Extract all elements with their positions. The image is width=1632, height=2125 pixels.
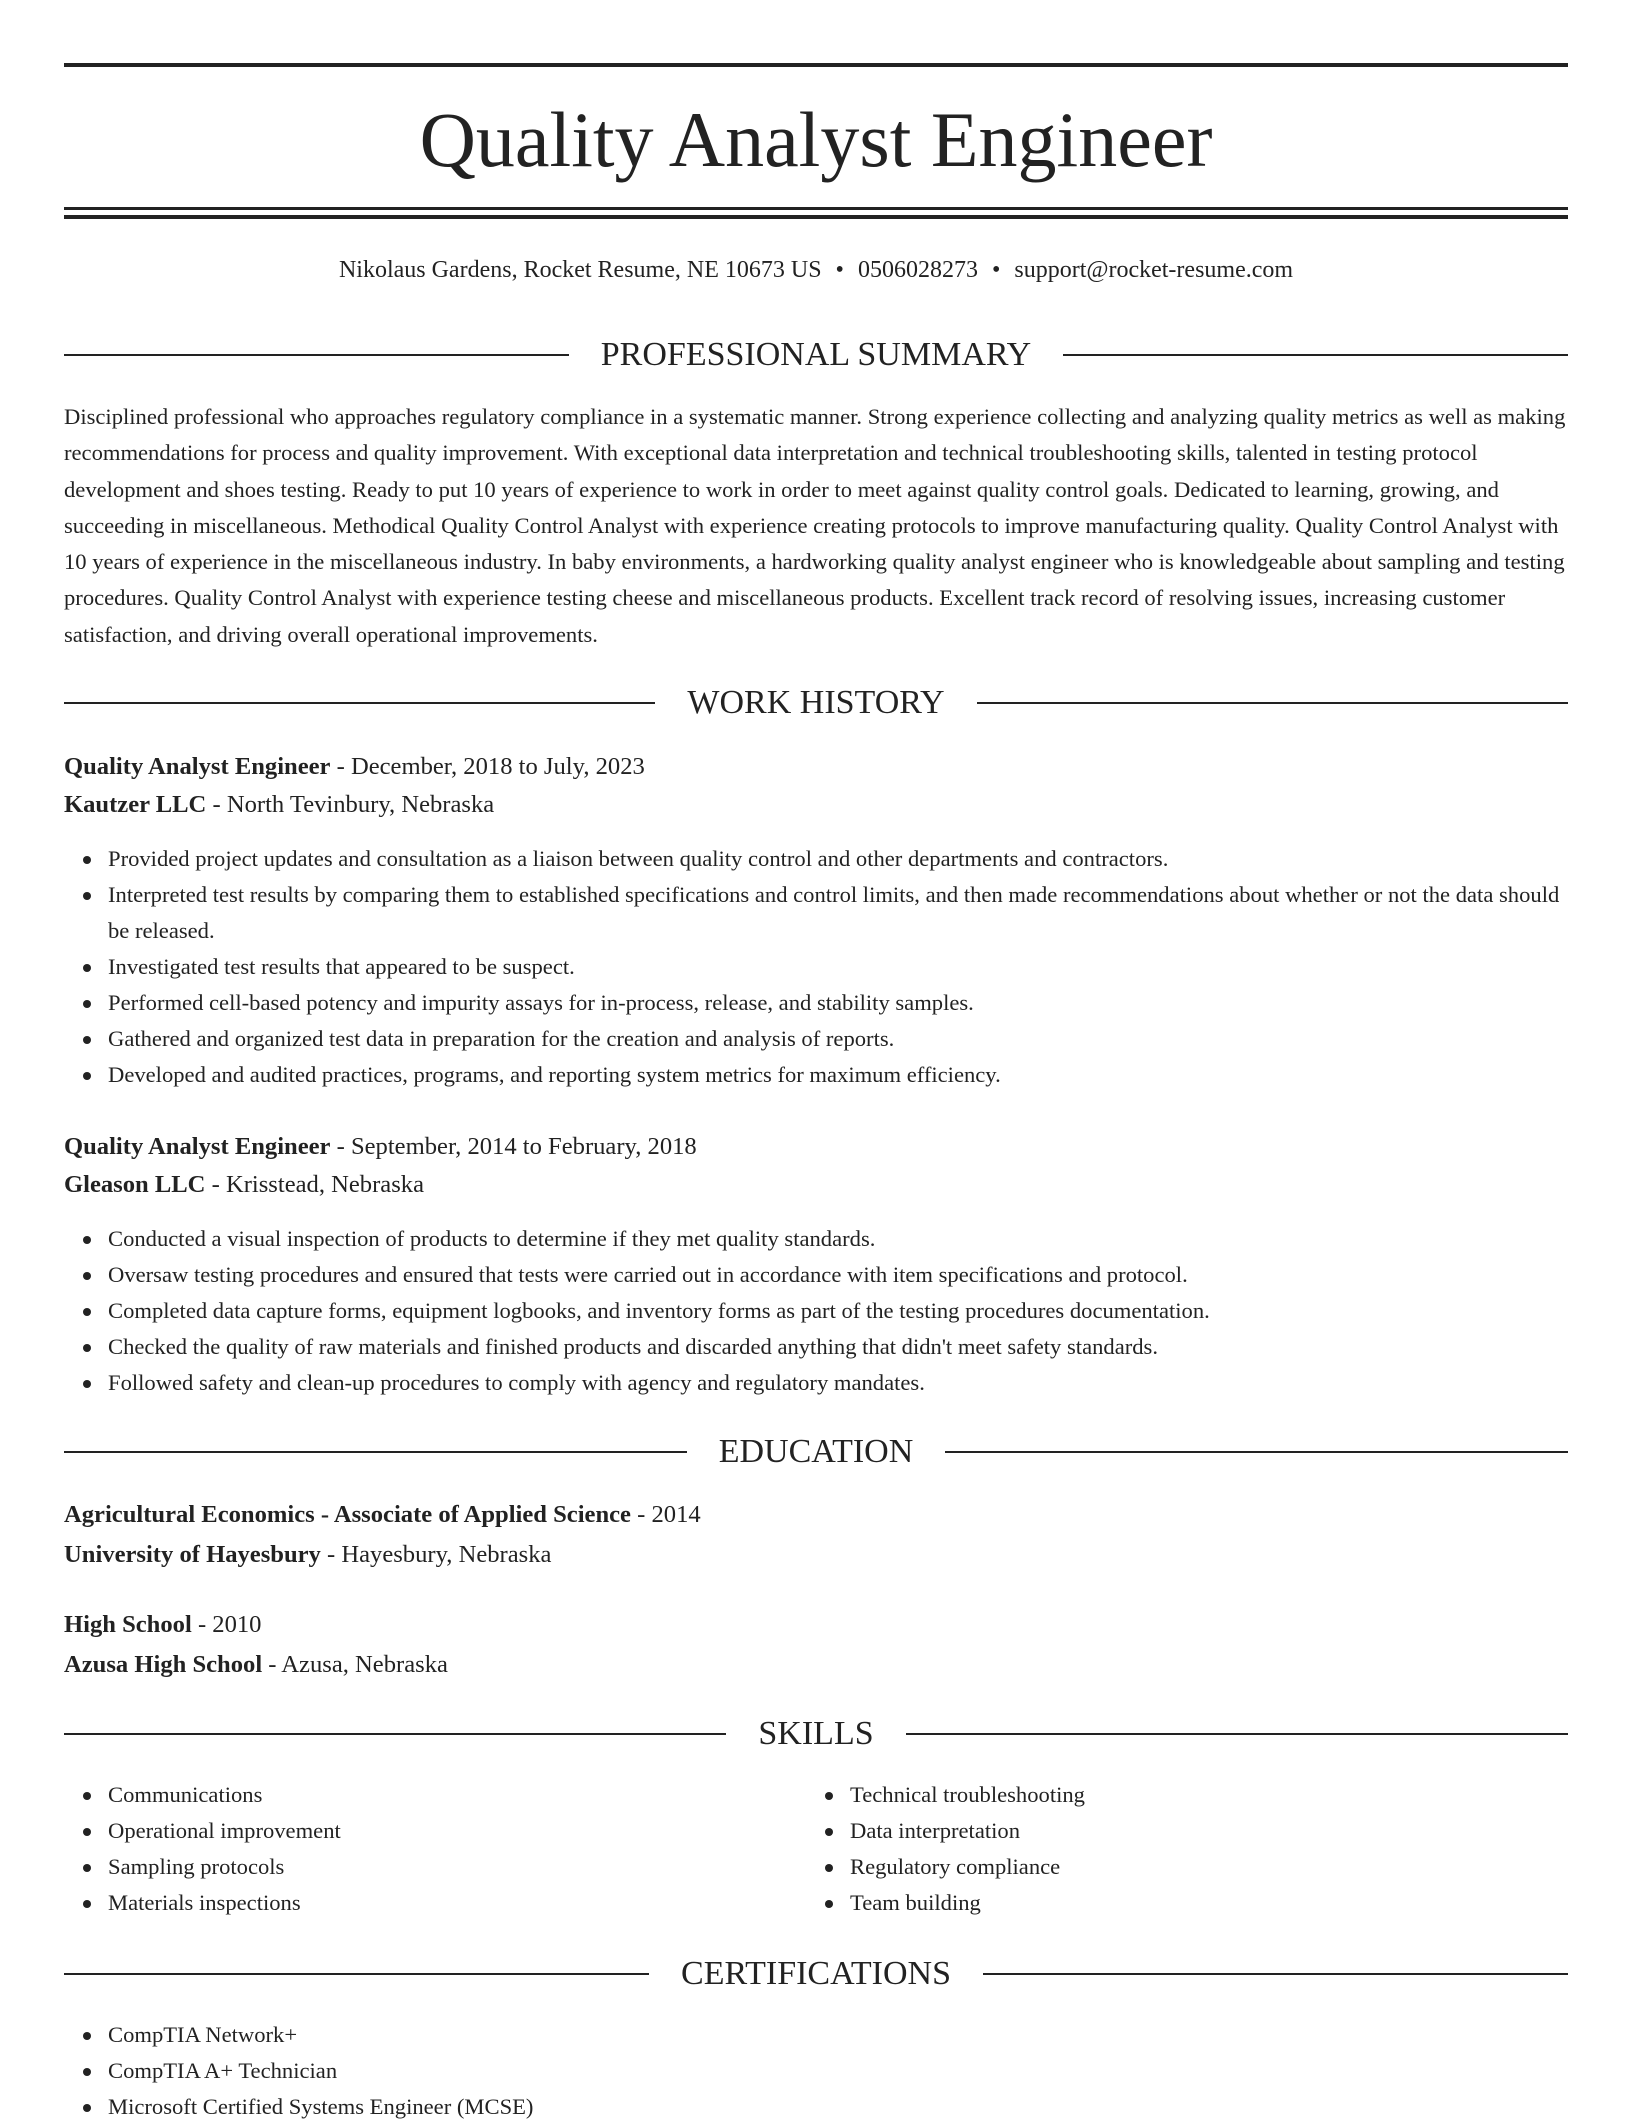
certification-item: CompTIA A+ Technician [108, 2053, 1568, 2089]
heading-rule [977, 702, 1568, 704]
heading-rule [945, 1451, 1568, 1453]
education-year: - 2010 [191, 1611, 262, 1638]
education-year: - 2014 [630, 1501, 701, 1528]
header-bottom-rule-second [64, 215, 1568, 219]
skill-item: Technical troubleshooting [850, 1777, 1550, 1813]
heading-rule [64, 1973, 649, 1975]
job-title-line [64, 749, 645, 785]
list-item: Oversaw testing procedures and ensured that tests were carried out in accordance with item specifications and protocol. [108, 1257, 1568, 1293]
skill-item: Operational improvement [108, 1813, 808, 1849]
education-school: Azusa High School [64, 1651, 263, 1678]
list-item: Checked the quality of raw materials and finished products and discarded anything that didn't meet safety standards. [108, 1329, 1568, 1365]
resume-title: Quality Analyst Engineer [419, 96, 1213, 183]
heading-rule [983, 1973, 1568, 1975]
education-school-line [64, 1647, 448, 1683]
job-dates: - December, 2018 to July, 2023 [330, 753, 645, 780]
job-title: Quality Analyst Engineer [64, 753, 331, 780]
job-location: - Krisstead, Nebraska [205, 1171, 424, 1198]
section-title: SKILLS [758, 1715, 874, 1752]
section-heading-certifications [64, 1952, 1568, 1996]
contact-separator: • [991, 257, 1001, 283]
education-location: - Hayesbury, Nebraska [320, 1541, 552, 1568]
skill-item: Communications [108, 1777, 808, 1813]
list-item: Performed cell-based potency and impurity assays for in-process, release, and stability samples. [108, 985, 1568, 1021]
job-bullet-list [64, 1221, 1568, 1401]
contact-email: support@rocket-resume.com [1014, 257, 1294, 283]
contact-phone: 0506028273 [857, 257, 978, 283]
contact-separator: • [835, 257, 844, 283]
section-title: CERTIFICATIONS [681, 1955, 951, 1992]
list-item: Interpreted test results by comparing them to established specifications and control limits, and then made recommendations about whether or not the data should be released. [108, 877, 1568, 949]
certifications-list [64, 2017, 1568, 2125]
heading-rule [64, 702, 655, 704]
heading-rule [64, 1733, 726, 1735]
list-item: Gathered and organized test data in preparation for the creation and analysis of reports. [108, 1021, 1568, 1057]
heading-rule [64, 1451, 687, 1453]
heading-rule [1063, 354, 1568, 356]
job-company-line [64, 1167, 424, 1203]
section-heading-summary [64, 333, 1568, 377]
section-heading-work-history [64, 681, 1568, 725]
section-heading-skills [64, 1712, 1568, 1756]
job-company: Kautzer LLC [64, 791, 207, 818]
job-company: Gleason LLC [64, 1171, 206, 1198]
section-title: PROFESSIONAL SUMMARY [600, 336, 1032, 373]
contact-address: Nikolaus Gardens, Rocket Resume, NE 10673 US [338, 257, 822, 283]
skills-list-right [806, 1777, 1550, 1921]
job-title-line [64, 1129, 697, 1165]
job-company-line [64, 787, 494, 823]
job-title: Quality Analyst Engineer [64, 1133, 331, 1160]
list-item: Conducted a visual inspection of products to determine if they met quality standards. [108, 1221, 1568, 1257]
header-top-rule [64, 63, 1568, 67]
contact-line [64, 252, 1568, 288]
skill-item: Regulatory compliance [850, 1849, 1550, 1885]
education-degree: Agricultural Economics - Associate of Applied Science [64, 1501, 631, 1528]
heading-rule [906, 1733, 1568, 1735]
list-item: Investigated test results that appeared to be suspect. [108, 949, 1568, 985]
job-bullet-list [64, 841, 1568, 1093]
list-item: Completed data capture forms, equipment logbooks, and inventory forms as part of the testing procedures documentation. [108, 1293, 1568, 1329]
certification-item: CompTIA Network+ [108, 2017, 1568, 2053]
section-heading-education [64, 1430, 1568, 1474]
education-school-line [64, 1537, 551, 1573]
job-location: - North Tevinbury, Nebraska [206, 791, 495, 818]
list-item: Provided project updates and consultation as a liaison between quality control and other departments and contractors. [108, 841, 1568, 877]
skill-item: Team building [850, 1885, 1550, 1921]
header-bottom-rule [64, 207, 1568, 210]
job-dates: - September, 2014 to February, 2018 [330, 1133, 697, 1160]
education-school: University of Hayesbury [64, 1541, 321, 1568]
certification-item: Microsoft Certified Systems Engineer (MCSE) [108, 2089, 1568, 2125]
education-degree-line [64, 1607, 261, 1643]
section-title: EDUCATION [718, 1433, 914, 1470]
summary-text: Disciplined professional who approaches regulatory compliance in a systematic manner. Strong experience collecting and analyzing quality metrics as well as making recommendations for process and quality improvement. With exceptional data interpretation and technical troubleshooting skills, talented in testing protocol development and shoes testing. Ready to put 10 years of experience to work in order to meet against quality control goals. Dedicated to learning, growing, and succeeding in miscellaneous. Methodical Quality Control Analyst with experience creating protocols to improve manufacturing quality. Quality Control Analyst with 10 years of experience in the miscellaneous industry. In baby environments, a hardworking quality analyst engineer who is knowledgeable about sampling and testing procedures. Quality Control Analyst with experience testing cheese and miscellaneous products. Excellent track record of resolving issues, increasing customer satisfaction, and driving overall operational improvements. [64, 404, 1566, 647]
skill-item: Materials inspections [108, 1885, 808, 1921]
section-title: WORK HISTORY [687, 684, 945, 721]
list-item: Followed safety and clean-up procedures to comply with agency and regulatory mandates. [108, 1365, 1568, 1401]
education-degree: High School [64, 1611, 192, 1638]
heading-rule [64, 354, 569, 356]
skill-item: Data interpretation [850, 1813, 1550, 1849]
education-location: - Azusa, Nebraska [262, 1651, 448, 1678]
skills-list-left [64, 1777, 808, 1921]
education-degree-line [64, 1497, 701, 1533]
skill-item: Sampling protocols [108, 1849, 808, 1885]
list-item: Developed and audited practices, programs, and reporting system metrics for maximum efficiency. [108, 1057, 1568, 1093]
